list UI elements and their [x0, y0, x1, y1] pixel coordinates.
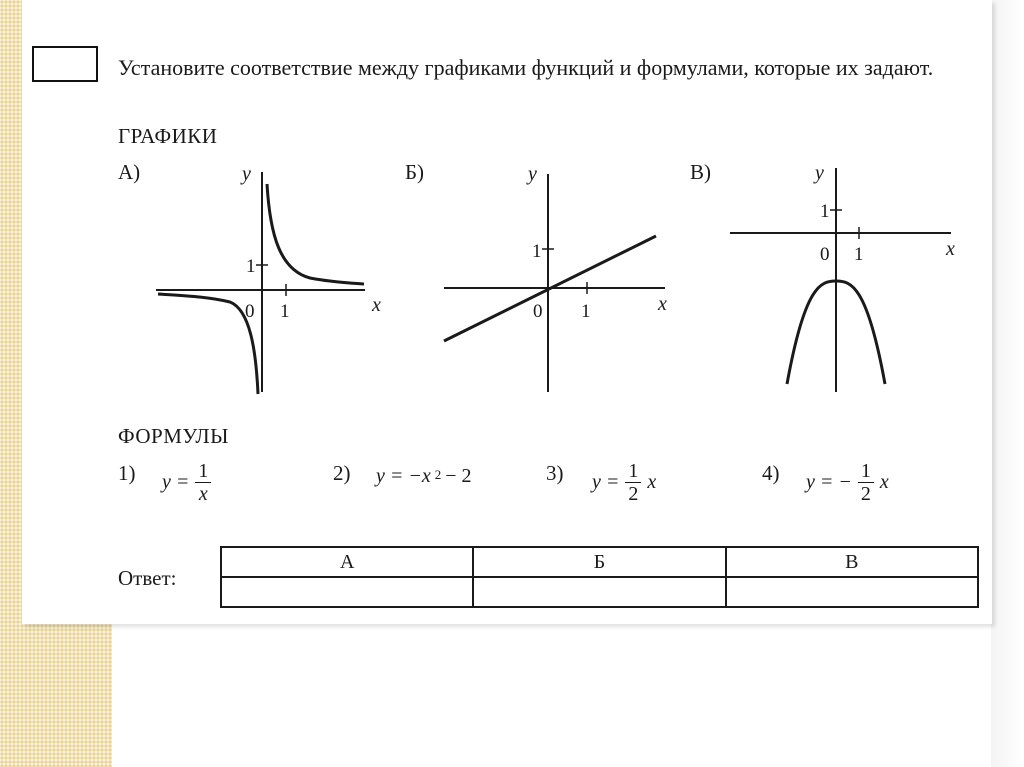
answer-cell-b[interactable] [473, 577, 725, 607]
answer-cell-a[interactable] [221, 577, 473, 607]
formula-1 [162, 460, 213, 505]
graph-v-origin: 0 [820, 244, 830, 265]
formula-3 [592, 460, 656, 505]
formula-1-denominator: x [198, 483, 208, 505]
graph-v-tick-y-label: 1 [820, 201, 830, 222]
formula-4-fraction [858, 460, 874, 505]
graph-v-x-label: x [946, 238, 955, 260]
answer-header-v: В [726, 547, 978, 577]
answer-header-row [221, 547, 978, 577]
graph-b-tick-x-label: 1 [581, 301, 591, 322]
formula-2 [376, 465, 472, 488]
graph-a-branch-right [267, 184, 364, 284]
graph-a-branch-left [158, 294, 258, 394]
formula-1-numerator: 1 [195, 460, 211, 483]
graph-b-tick-y-label: 1 [532, 241, 542, 262]
answer-header-a: А [221, 547, 473, 577]
answer-header-b: Б [473, 547, 725, 577]
task-number-box[interactable] [32, 46, 98, 82]
formula-4 [806, 460, 889, 505]
graph-v-tick-x-label: 1 [854, 244, 864, 265]
formula-3-fraction [625, 460, 641, 505]
graph-b-label: Б) [405, 160, 425, 184]
formula-4-tail: x [879, 471, 889, 493]
graph-v-y-label: y [815, 162, 824, 184]
formula-1-lhs: y = [162, 471, 190, 493]
answer-input-row [221, 577, 978, 607]
graph-a-tick-y-label: 1 [246, 256, 256, 277]
formula-2-lhs: y = −x [376, 465, 431, 487]
formula-3-denominator: 2 [628, 483, 639, 505]
formula-1-number: 1) [118, 461, 136, 485]
formula-3-lhs: y = [592, 471, 620, 493]
graph-b-y-label: y [528, 163, 537, 185]
formula-3-numerator: 1 [625, 460, 641, 483]
formula-4-numerator: 1 [858, 460, 874, 483]
task-instruction: Установите соответствие между графиками функций и формулами, которые их задают. [118, 55, 934, 80]
answer-table [220, 546, 979, 608]
graph-a-label: А) [118, 160, 141, 184]
page-edge-shadow [991, 0, 1024, 767]
graph-b-x-label: x [658, 293, 667, 315]
formula-4-number: 4) [762, 461, 780, 485]
graph-b-line [440, 160, 680, 400]
formula-3-number: 3) [546, 461, 564, 485]
graph-b-origin: 0 [533, 301, 543, 322]
formula-4-lhs: y = − [806, 471, 852, 493]
graph-v-parabola [725, 160, 965, 400]
answer-label: Ответ: [118, 566, 177, 590]
formula-2-exponent: 2 [434, 466, 442, 482]
graph-a-y-label: y [242, 163, 251, 185]
graph-a-x-label: x [372, 294, 381, 316]
graph-a-origin: 0 [245, 301, 255, 322]
graphs-heading: ГРАФИКИ [118, 124, 218, 148]
formula-2-number: 2) [333, 461, 351, 485]
formulas-heading: ФОРМУЛЫ [118, 424, 229, 448]
formula-1-fraction [195, 460, 211, 505]
formula-4-denominator: 2 [860, 483, 871, 505]
answer-cell-v[interactable] [726, 577, 978, 607]
graph-v-label: В) [690, 160, 711, 184]
formula-2-rest: − 2 [445, 465, 472, 487]
graph-a-hyperbola [150, 160, 390, 400]
graph-a-tick-x-label: 1 [280, 301, 290, 322]
formula-3-tail: x [647, 471, 657, 493]
